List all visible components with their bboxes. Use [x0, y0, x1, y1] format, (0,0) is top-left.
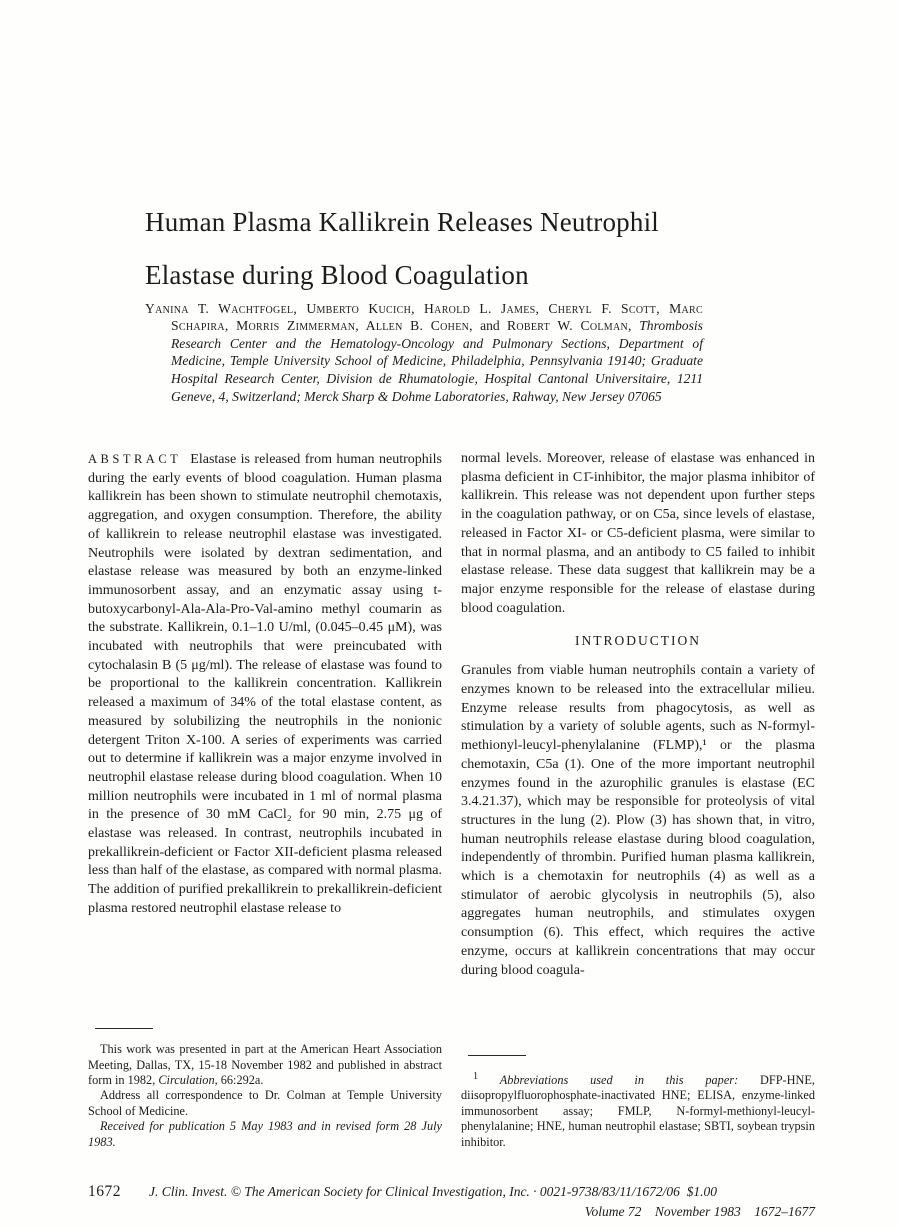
author-names-group2: Robert W. Colman,	[506, 318, 640, 334]
abstract-text-col1: Elastase is released from human neutrophils during the early events of blood coagulation. Human plasma kallikrein has been shown to stimulate neutrophil chemotaxis, aggregation, and oxygen consumption. Therefore, the ability of kallikrein to release neutrophil elastase was investigated. Neutrophils were isolated by dextran sedimentation, and elastase release was measured by both an enzyme-linked immunosorbent assay, and an enzymatic assay using t-butoxycarbonyl-Ala-Ala-Pro-Val-amino methyl coumarin as the substrate. Kallikrein, 0.1–1.0 U/ml, (0.045–0.45 μM), was incubated with neutrophils that were preincubated with cytochalasin B (5 μg/ml). The release of elastase was found to be proportional to the kallikrein concentration. Kallikrein released a maximum of 34% of the total elastase content, as measured by solubilizing the neutrophils in the nonionic detergent Triton X-100. A series of experiments was carried out to determine if kallikrein was a major enzyme involved in neutrophil elastase release during blood coagulation. When 10 million neutrophils were incubated in 1 ml of normal plasma in the presence of 30 mM CaCl₂ for 90 min, 2.75 μg of elastase was released. In contrast, neutrophils incubated in prekallikrein-deficient or Factor XII-deficient plasma released less than half of the elastase, as compared with normal plasma. The addition of purified prekallikrein to prekallikrein-deficient plasma restored neutrophil elastase release to	[88, 452, 442, 916]
right-footnotes	[461, 1055, 815, 1150]
footnote-correspondence: Address all correspondence to Dr. Colman at Temple University School of Medicine.	[88, 1088, 442, 1118]
journal-credit-line: J. Clin. Invest. © The American Society for Clinical Investigation, Inc. · 0021-9738/83/11/1672/06 $1.00	[149, 1184, 718, 1199]
author-block	[145, 300, 703, 406]
two-column-body	[88, 450, 815, 1150]
title-line-1: Human Plasma Kallikrein Releases Neutrophil	[145, 207, 659, 238]
page-footer	[88, 1182, 815, 1221]
footnote-rule-left	[95, 1028, 153, 1029]
column-left	[88, 450, 442, 1150]
footnote-abbreviations	[461, 1069, 815, 1150]
footnote-marker: 1	[473, 1070, 479, 1082]
footnote-rule-right	[468, 1055, 526, 1056]
article-title	[145, 196, 765, 302]
footnote-received: Received for publication 5 May 1983 and in revised form 28 July 1983.	[88, 1119, 442, 1149]
abstract-continuation: normal levels. Moreover, release of elastase was enhanced in plasma deficient in C1̄-inhibitor, the major plasma inhibitor of kallikrein. This release was not dependent upon further steps in the coagulation pathway, or on C5a, since levels of elastase, released in Factor XI- or C5-deficient plasma, were similar to that in normal plasma, and an antibody to C5 failed to inhibit elastase release. These data suggest that kallikrein may be a major enzyme responsible for the release of elastase during blood coagulation.	[461, 451, 815, 616]
footnote-journal-name: Circulation,	[158, 1072, 218, 1087]
title-line-2: Elastase during Blood Coagulation	[145, 260, 529, 291]
author-names-group1: Yanina T. Wachtfogel, Umberto Kucich, Harold L. James, Cheryl F. Scott, Marc Schapira, Morris Zimmerman, Allen B. Cohen,	[145, 300, 703, 334]
left-footnotes	[88, 1028, 442, 1150]
footer-credit-row	[88, 1182, 815, 1201]
page-number: 1672	[88, 1183, 121, 1200]
introduction-paragraph: Granules from viable human neutrophils contain a variety of enzymes known to be released into the extracellular milieu. Enzyme release results from phagocytosis, as well as stimulation by a variety of soluble agents, such as N-formyl-methionyl-leucyl-phenylalanine (FLMP),¹ or the plasma chemotaxin, C5a (1). One of the more important neutrophil enzymes found in the azurophilic granules is elastase (EC 3.4.21.37), which may be responsible for proteolysis of vital structures in the lung (2). Plow (3) has shown that, in vitro, human neutrophils release elastase during blood coagulation, independently of thrombin. Purified human plasma kallikrein, which is a chemotaxin for neutrophils (4) as well as a stimulator of aerobic glycolysis in neutrophils (5), also aggregates human neutrophils, and stimulates oxygen consumption (6). This effect, which requires the active enzyme, occurs at kallikrein concentrations that may occur during blood coagula-	[461, 663, 815, 978]
footnote-citation-pages: 66:292a.	[217, 1072, 264, 1087]
author-affiliations: Thrombosis Research Center and the Hematology-Oncology and Pulmonary Sections, Department of Medicine, Temple University School of Medicine, Philadelphia, Pennsylvania 19140; Graduate Hospital Research Center, Division de Rhumatologie, Hospital Cantonal Universitaire, 1211 Geneve, 4, Switzerland; Merck Sharp & Dohme Laboratories, Rahway, New Jersey 07065	[171, 318, 703, 404]
column-right	[461, 450, 815, 1150]
footnote-presented	[88, 1042, 442, 1088]
footnote-presented-text: This work was presented in part at the American Heart Association Meeting, Dallas, TX, 15-18 November 1982 and published in abstract form in 1982,	[88, 1042, 442, 1087]
abbreviations-label: Abbreviations used in this paper:	[478, 1072, 760, 1087]
volume-issue-line: Volume 72 November 1983 1672–1677	[584, 1204, 815, 1219]
introduction-heading: INTRODUCTION	[575, 633, 701, 649]
abstract-paragraph	[88, 450, 442, 919]
author-conjunction: and	[472, 318, 507, 334]
abstract-label: ABSTRACT	[88, 452, 182, 466]
abbreviations-text: DFP-HNE, diisopropylfluorophosphate-inactivated HNE; ELISA, enzyme-linked immunosorbent assay; FMLP, N-formyl-methionyl-leucyl-phenylalanine; HNE, human neutrophil elastase; SBTI, soybean trypsin inhibitor.	[461, 1072, 815, 1149]
